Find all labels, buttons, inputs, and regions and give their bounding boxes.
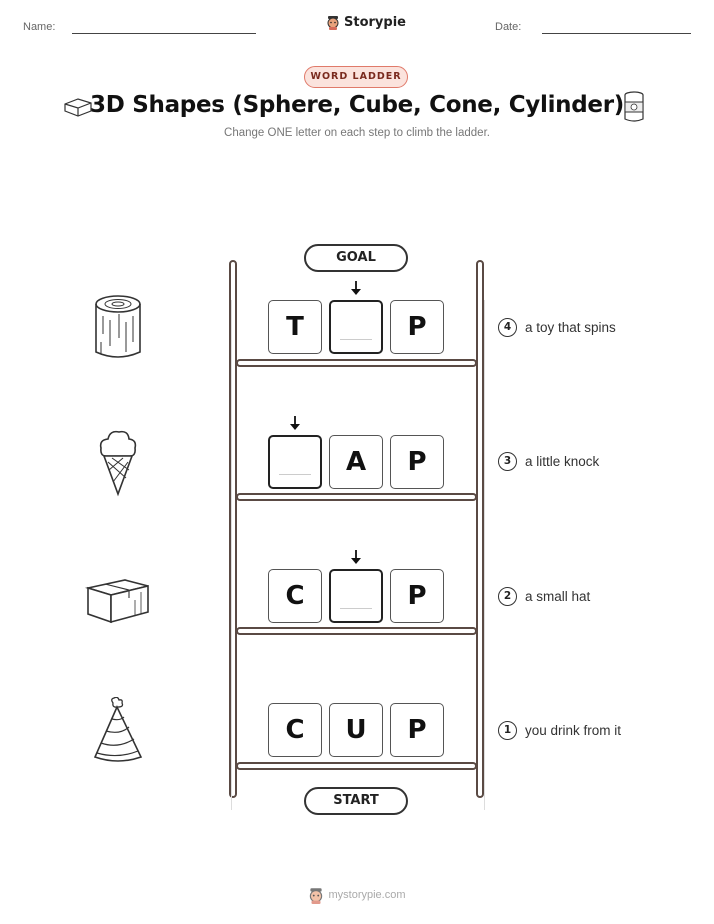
letter-blank-input[interactable] <box>329 300 383 354</box>
ice-cream-cone-icon <box>96 428 140 498</box>
ladder-right-rail <box>476 260 484 798</box>
word-ladder-badge: WORD LADDER <box>304 66 408 88</box>
clue-text: a little knock <box>525 454 600 469</box>
letter-blank-input[interactable] <box>329 569 383 623</box>
letter-blank-input[interactable] <box>268 435 322 489</box>
letter-tile: C <box>268 703 322 757</box>
rail-shadow-left <box>231 300 232 810</box>
arrow-down-icon <box>350 549 362 565</box>
step-number: 2 <box>498 587 517 606</box>
letter-tile: C <box>268 569 322 623</box>
letter-tile: U <box>329 703 383 757</box>
log-icon <box>93 294 143 360</box>
page-title: 3D Shapes (Sphere, Cube, Cone, Cylinder) <box>90 92 624 118</box>
clue-text: a small hat <box>525 589 591 604</box>
ladder-rung <box>236 493 477 501</box>
can-icon <box>623 91 645 123</box>
clue-4 <box>498 318 616 337</box>
name-field[interactable] <box>72 33 256 34</box>
clue-text: a toy that spins <box>525 320 616 335</box>
step-number: 4 <box>498 318 517 337</box>
letter-tile: A <box>329 435 383 489</box>
box-icon <box>85 570 151 624</box>
start-label: START <box>304 787 408 815</box>
clue-2 <box>498 587 590 606</box>
storypie-mascot-icon <box>308 886 324 904</box>
party-hat-icon <box>92 697 144 765</box>
letter-tile: P <box>390 435 444 489</box>
name-label: Name: <box>23 21 56 33</box>
letter-tile: P <box>390 569 444 623</box>
footer-url[interactable]: mystorypie.com <box>328 889 406 901</box>
instructions: Change ONE letter on each step to climb the ladder. <box>224 127 490 139</box>
letter-tile: P <box>390 300 444 354</box>
arrow-down-icon <box>350 280 362 296</box>
ladder-rung <box>236 627 477 635</box>
clue-text: you drink from it <box>525 723 622 738</box>
footer <box>0 886 714 904</box>
goal-label: GOAL <box>304 244 408 272</box>
date-label: Date: <box>495 21 522 33</box>
arrow-down-icon <box>289 415 301 431</box>
brand-name: Storypie <box>344 14 406 30</box>
clue-1 <box>498 721 621 740</box>
rail-shadow-right <box>484 300 485 810</box>
ladder-rung <box>236 762 477 770</box>
letter-tile: T <box>268 300 322 354</box>
letter-tile: P <box>390 703 444 757</box>
clue-3 <box>498 452 599 471</box>
step-number: 1 <box>498 721 517 740</box>
storypie-mascot-icon <box>326 14 340 30</box>
step-number: 3 <box>498 452 517 471</box>
date-field[interactable] <box>542 33 691 34</box>
ladder-rung <box>236 359 477 367</box>
brand-logo <box>326 14 406 30</box>
